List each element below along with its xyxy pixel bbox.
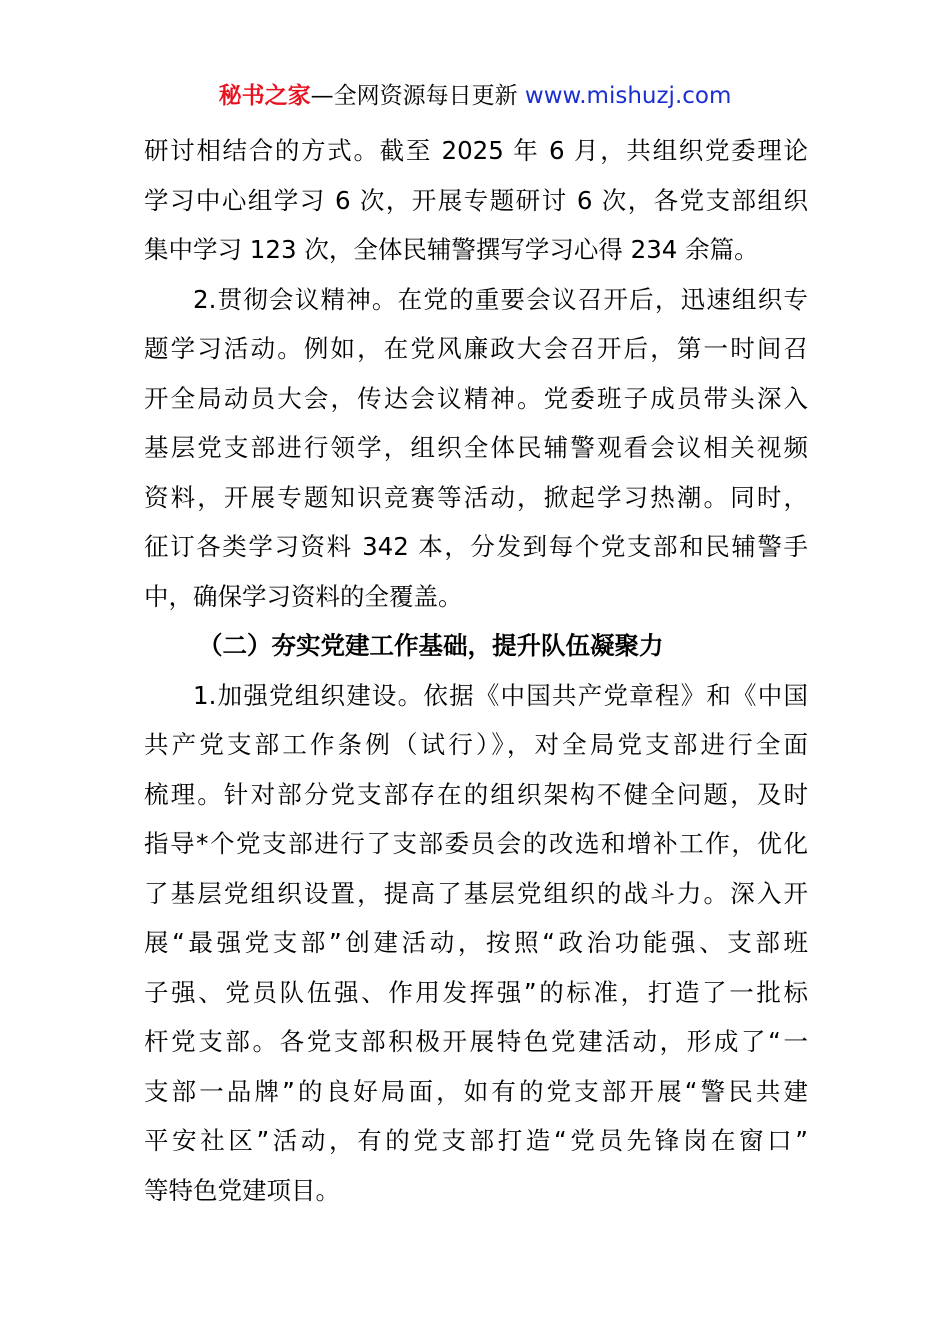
paragraph-line: 子强、党员队伍强、作用发挥强”的标准，打造了一批标 [144,977,808,1007]
paragraph-line: 支部一品牌”的良好局面，如有的党支部开展“警民共建 [144,1076,808,1106]
paragraph-line: 征订各类学习资料 342 本，分发到每个党支部和民辅警手 [144,532,808,561]
paragraph-line: 等特色党建项目。 [144,1175,340,1205]
paragraph-line: 杆党支部。各党支部积极开展特色党建活动，形成了“一 [144,1027,808,1056]
paragraph-line: 了基层党组织设置，提高了基层党组织的战斗力。深入开 [144,878,808,908]
site-url-link[interactable]: www.mishuzj.com [524,83,732,109]
section-heading: （二）夯实党建工作基础，提升队伍凝聚力 [198,631,664,660]
paragraph-line: 共产党支部工作条例（试行）》，对全局党支部进行全面 [144,730,808,759]
document-body [144,126,808,1215]
paragraph-line: 展“最强党支部”创建活动，按照“政治功能强、支部班 [144,928,808,957]
paragraph-line: 平安社区”活动，有的党支部打造“党员先锋岗在窗口” [144,1126,808,1155]
paragraph-line: 梳理。针对部分党支部存在的组织架构不健全问题，及时 [144,779,808,809]
paragraph-line: 集中学习 123 次，全体民辅警撰写学习心得 234 余篇。 [144,235,759,264]
paragraph-line: 开全局动员大会，传达会议精神。党委班子成员带头深入 [144,383,808,413]
paragraph-line: 学习中心组学习 6 次，开展专题研讨 6 次，各党支部组织 [144,185,808,215]
paragraph-line: 研讨相结合的方式。截至 2025 年 6 月，共组织党委理论 [144,136,808,165]
paragraph-line: 基层党支部进行领学，组织全体民辅警观看会议相关视频 [144,433,808,462]
paragraph-line: 2.贯彻会议精神。在党的重要会议召开后，迅速组织专 [193,284,808,314]
paragraph-line: 指导*个党支部进行了支部委员会的改选和增补工作，优化 [144,829,808,858]
site-brand: 秘书之家 [218,83,311,109]
paragraph-line: 资料，开展专题知识竞赛等活动，掀起学习热潮。同时， [144,482,808,512]
paragraph-line: 中，确保学习资料的全覆盖。 [144,581,463,611]
paragraph-line: 1.加强党组织建设。依据《中国共产党章程》和《中国 [193,680,808,710]
site-tagline: —全网资源每日更新 [310,83,518,109]
paragraph-line: 题学习活动。例如，在党风廉政大会召开后，第一时间召 [144,334,808,363]
site-header [0,78,950,114]
